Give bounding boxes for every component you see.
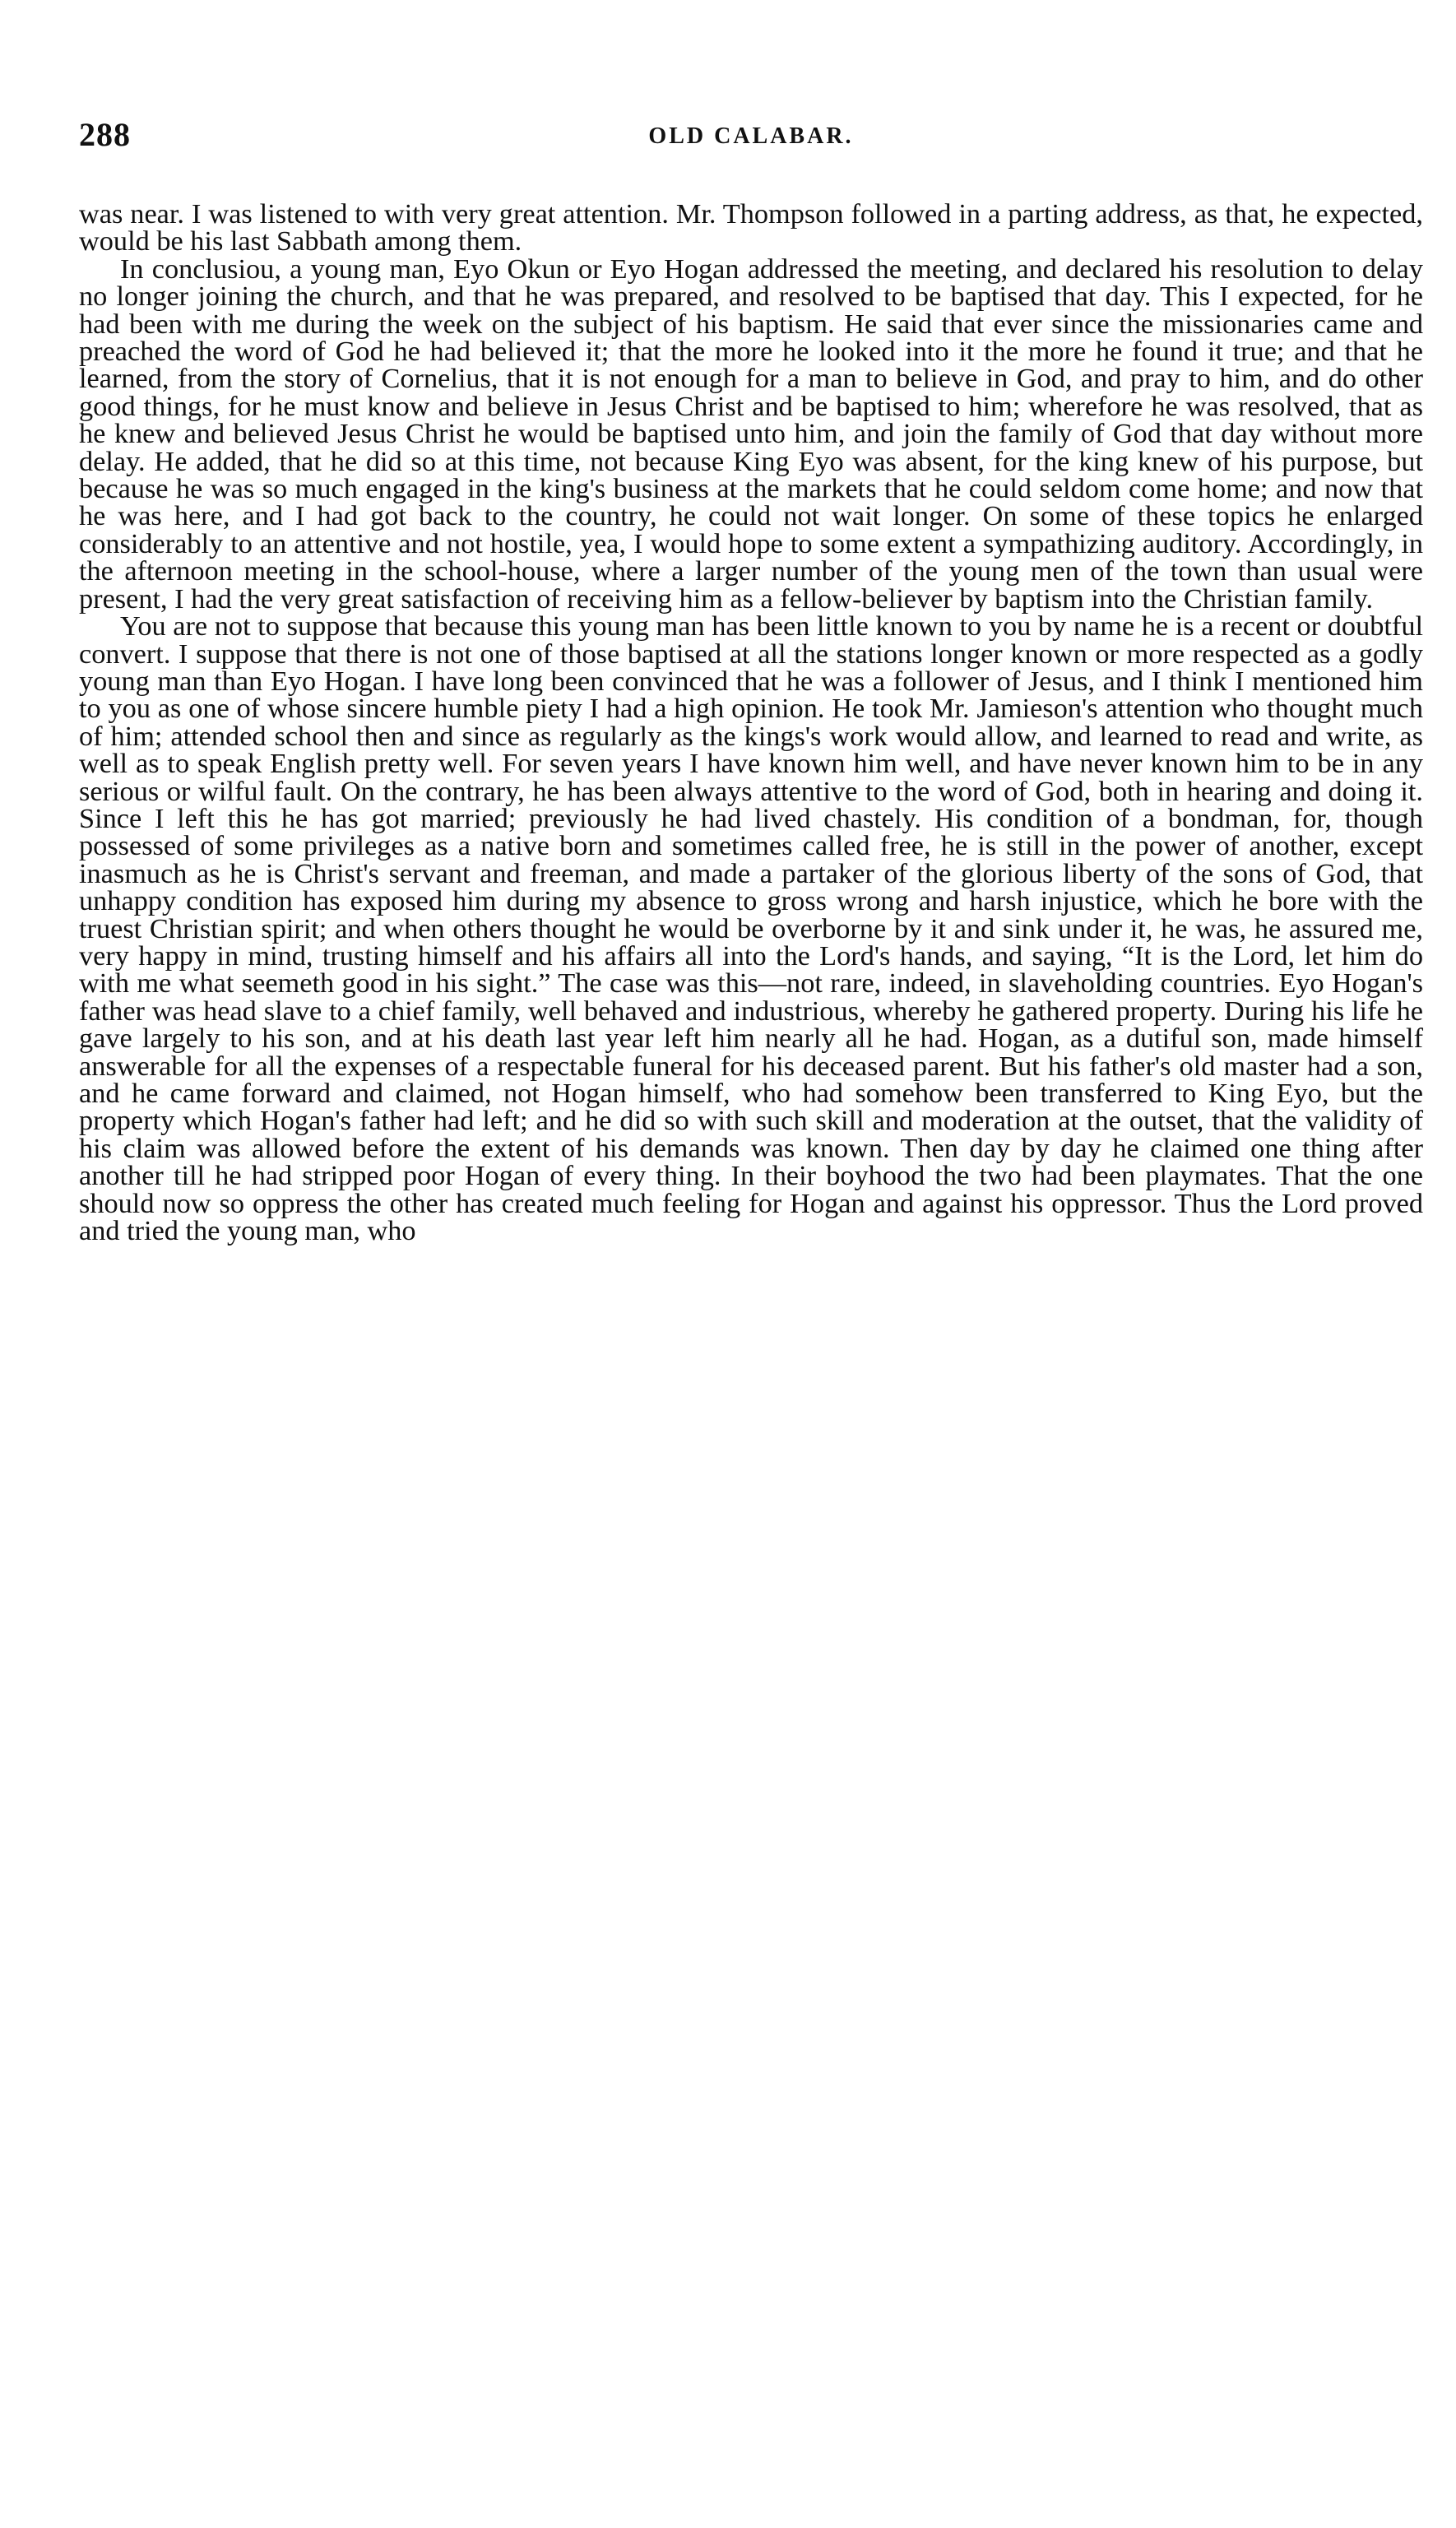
page-number: 288 bbox=[79, 116, 131, 153]
book-page bbox=[79, 115, 1423, 2468]
paragraph-eyo-hogan-baptism: In conclusiou, a young man, Eyo Okun or Eyo Hogan addressed the meeting, and declared his resolution to delay no longer joining the church, and that he was prepared, and resolved to be baptised that day. This I expected, for he had been with me during the week on the subject of his baptism. He said that ever since the missionaries came and preached the word of God he had believed it; that the more he looked into it the more he found it true; and that he learned, from the story of Cornelius, that it is not enough for a man to believe in God, and pray to him, and do other good things, for he must know and believe in Jesus Christ and be baptised to him; wherefore he was resolved, that as he knew and believed Jesus Christ he would be baptised unto him, and join the family of God that day without more delay. He added, that he did so at this time, not because King Eyo was absent, for the king knew of his purpose, but because he was so much engaged in the king's business at the markets that he could seldom come home; and now that he was here, and I had got back to the country, he could not wait longer. On some of these topics he enlarged considerably to an attentive and not hostile, yea, I would hope to some extent a sympathizing auditory. Accordingly, in the afternoon meeting in the school-house, where a larger number of the young men of the town than usual were present, I had the very great satisfaction of receiving him as a fellow-believer by baptism into the Christian family. bbox=[79, 253, 1423, 615]
running-head bbox=[79, 115, 1423, 165]
paragraph-eyo-hogan-character: You are not to suppose that because this young man has been little known to you by name he is a recent or doubtful convert. I suppose that there is not one of those baptised at all the stations longer known or more respected as a godly young man than Eyo Hogan. I have long been convinced that he was a follower of Jesus, and I think I mentioned him to you as one of whose sincere humble piety I had a high opinion. He took Mr. Jamieson's attention who thought much of him; attended school then and since as regularly as the kings's work would allow, and learned to read and write, as well as to speak English pretty well. For seven years I have known him well, and have never known him to be in any serious or wilful fault. On the contrary, he has been always attentive to the word of God, both in hearing and doing it. Since I left this he has got married; previously he had lived chastely. His condition of a bondman, for, though possessed of some privileges as a native born and sometimes called free, he is still in the power of another, except inasmuch as he is Christ's servant and freeman, and made a partaker of the glorious liberty of the sons of God, that unhappy condition has exposed him during my absence to gross wrong and harsh injustice, which he bore with the truest Christian spirit; and when others thought he would be overborne by it and sink under it, he was, he assured me, very happy in mind, trusting himself and his affairs all into the Lord's hands, and saying, “It is the Lord, let him do with me what seemeth good in his sight.” The case was this—not rare, indeed, in slaveholding countries. Eyo Hogan's father was head slave to a chief family, well behaved and industrious, whereby he gathered property. During his life he gave largely to his son, and at his death last year left him nearly all he had. Hogan, as a dutiful son, made himself answerable for all the expenses of a respectable funeral for his deceased parent. But his father's old master had a son, and he came forward and claimed, not Hogan himself, who had somehow been transferred to King Eyo, but the property which Hogan's father had left; and he did so with such skill and moderation at the outset, that the validity of his claim was allowed before the extent of his demands was known. Then day by day he claimed one thing after another till he had stripped poor Hogan of every thing. In their boyhood the two had been playmates. That the one should now so oppress the other has created much feeling for Hogan and against his oppressor. Thus the Lord proved and tried the young man, who bbox=[79, 610, 1423, 1247]
body-text bbox=[79, 198, 1423, 1247]
paragraph-continuation: was near. I was listened to with very great attention. Mr. Thompson followed in a parting address, as that, he expected, would be his last Sabbath among them. bbox=[79, 198, 1423, 257]
running-title: OLD CALABAR. bbox=[648, 123, 854, 149]
